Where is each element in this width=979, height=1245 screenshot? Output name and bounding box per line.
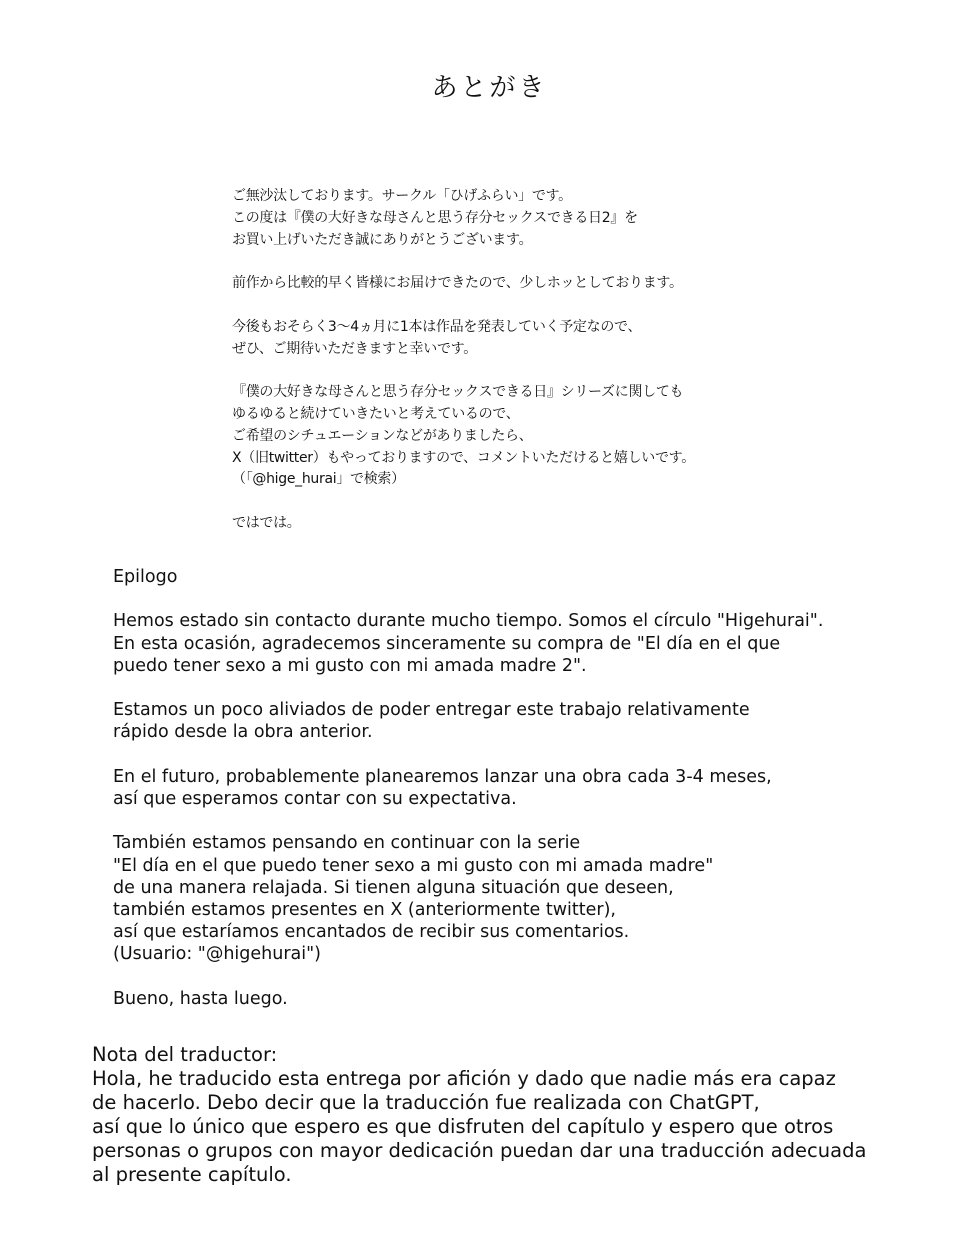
es-paragraph — [113, 699, 823, 743]
jp-paragraph — [232, 317, 695, 361]
es-line: En el futuro, probablemente planearemos lanzar una obra cada 3-4 meses, — [113, 766, 772, 787]
es-paragraph — [113, 988, 823, 1010]
jp-line: お買い上げいただき誠にありがとうございます。 — [232, 231, 533, 248]
es-paragraph — [113, 766, 823, 810]
note-heading: Nota del traductor: — [92, 1043, 278, 1066]
jp-line: （「@hige_hurai」で検索） — [232, 471, 405, 488]
jp-paragraph — [232, 273, 695, 295]
jp-line: ゆるゆると続けていきたいと考えているので、 — [232, 405, 520, 422]
note-line: al presente capítulo. — [92, 1163, 292, 1186]
jp-line: ではでは。 — [232, 514, 301, 531]
jp-line: ご希望のシチュエーションなどがありましたら、 — [232, 427, 533, 444]
jp-paragraph — [232, 513, 695, 535]
note-line: así que lo único que espero es que disfruten del capítulo y espero que otros — [92, 1115, 834, 1138]
es-line: Hemos estado sin contacto durante mucho tiempo. Somos el círculo "Higehurai". — [113, 611, 824, 632]
es-line: rápido desde la obra anterior. — [113, 722, 373, 743]
es-line: así que estaríamos encantados de recibir sus comentarios. — [113, 922, 630, 943]
spanish-translation — [113, 566, 823, 1032]
jp-paragraph — [232, 186, 695, 251]
page-title: あとがき — [431, 73, 548, 103]
jp-line: X（旧twitter）もやっておりますので、コメントいただけると嬉しいです。 — [232, 449, 695, 466]
es-line: puedo tener sexo a mi gusto con mi amada madre 2". — [113, 655, 587, 676]
jp-line: 今後もおそらく3〜4ヵ月に1本は作品を発表していく予定なので、 — [232, 318, 642, 335]
note-line: Hola, he traducido esta entrega por afición y dado que nadie más era capaz — [92, 1067, 836, 1090]
es-paragraph — [113, 832, 823, 965]
es-line: Estamos un poco aliviados de poder entregar este trabajo relativamente — [113, 700, 750, 721]
translator-note — [92, 1043, 866, 1187]
jp-paragraph — [232, 382, 695, 491]
jp-line: この度は『僕の大好きな母さんと思う存分セックスできる日2』を — [232, 209, 638, 226]
note-line: personas o grupos con mayor dedicación puedan dar una traducción adecuada — [92, 1139, 867, 1162]
es-paragraph — [113, 610, 823, 677]
jp-line: ぜひ、ご期待いただきますと幸いです。 — [232, 340, 477, 357]
es-line: de una manera relajada. Si tienen alguna situación que deseen, — [113, 877, 674, 898]
jp-line: ご無沙汰しております。サークル「ひげふらい」です。 — [232, 188, 572, 204]
japanese-afterword — [232, 186, 695, 557]
jp-line: 『僕の大好きな母さんと思う存分セックスできる日』シリーズに関しても — [232, 384, 684, 401]
es-line: así que esperamos contar con su expectativa. — [113, 788, 517, 809]
es-line: (Usuario: "@higehurai") — [113, 944, 322, 965]
es-line: también estamos presentes en X (anteriormente twitter), — [113, 899, 616, 920]
note-line: de hacerlo. Debo decir que la traducción fue realizada con ChatGPT, — [92, 1091, 760, 1114]
es-heading: Epilogo — [113, 567, 178, 587]
es-line: También estamos pensando en continuar con la serie — [113, 833, 581, 854]
jp-line: 前作から比較的早く皆様にお届けできたので、少しホッとしております。 — [232, 275, 683, 292]
es-line: En esta ocasión, agradecemos sinceramente su compra de "El día en el que — [113, 633, 781, 654]
es-line: "El día en el que puedo tener sexo a mi gusto con mi amada madre" — [113, 855, 714, 876]
es-line: Bueno, hasta luego. — [113, 988, 288, 1009]
